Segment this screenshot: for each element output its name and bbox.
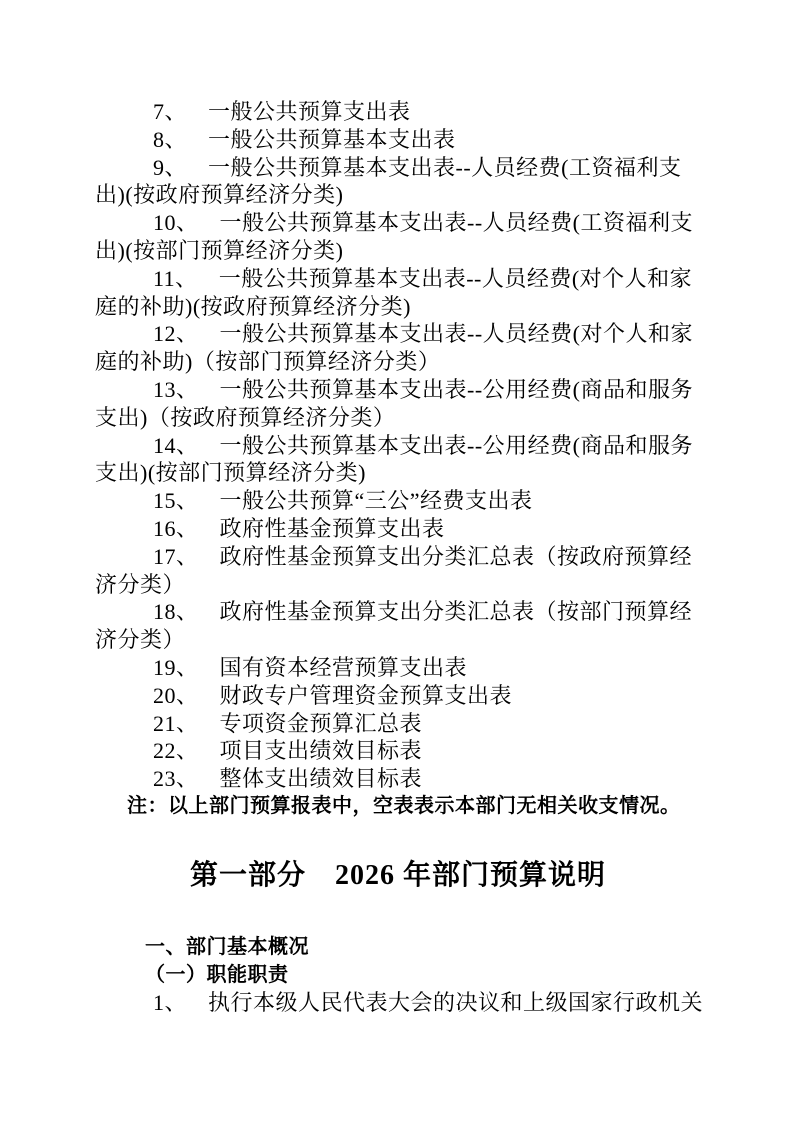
table-list-item-number: 12、 — [153, 321, 199, 347]
table-list-item-text: 一般公共预算“三公”经费支出表 — [219, 488, 533, 514]
table-list-item-line — [95, 515, 701, 543]
subsection-heading: （一）职能职责 — [145, 963, 289, 986]
table-list-item-number: 17、 — [153, 543, 199, 569]
table-list-item-line — [95, 320, 701, 348]
table-list-item-line: 出)(按部门预算经济分类) — [95, 237, 344, 263]
table-list-item-line — [95, 543, 701, 571]
table-list-item-line: 济分类） — [95, 571, 186, 597]
table-list-item-text: 政府性基金预算支出分类汇总表（按政府预算经 — [219, 543, 693, 569]
table-list-item-text: 专项资金预算汇总表 — [219, 710, 423, 736]
table-list-item-line — [95, 265, 701, 293]
table-list-item-number: 13、 — [153, 376, 199, 402]
table-list-item-number: 16、 — [153, 515, 199, 541]
table-list-item-text: 政府性基金预算支出表 — [219, 515, 445, 541]
table-list-item-number: 18、 — [153, 599, 199, 625]
table-list-item-number: 20、 — [153, 682, 199, 708]
duty-paragraph-first-line — [95, 989, 704, 1017]
table-list-note: 注：以上部门预算报表中，空表表示本部门无相关收支情况。 — [127, 794, 681, 817]
table-list-item-text: 国有资本经营预算支出表 — [219, 654, 468, 680]
table-list-item-text: 一般公共预算基本支出表--人员经费(工资福利支 — [208, 154, 682, 180]
table-list-item-number: 21、 — [153, 710, 199, 736]
table-list-item-line — [95, 487, 701, 515]
table-list-item-number: 15、 — [153, 488, 199, 514]
table-list-item-text: 一般公共预算基本支出表--公用经费(商品和服务 — [219, 432, 693, 458]
table-list-item-line: 庭的补助)（按部门预算经济分类） — [95, 349, 441, 375]
table-list-item-line: 庭的补助)(按政府预算经济分类) — [95, 293, 411, 319]
table-list-item-line — [95, 98, 701, 126]
table-list-item-line: 济分类） — [95, 627, 186, 653]
table-list-item-number: 8、 — [153, 126, 188, 152]
table-list-item-text: 财政专户管理资金预算支出表 — [219, 682, 513, 708]
table-list-item-text: 政府性基金预算支出分类汇总表（按部门预算经 — [219, 599, 693, 625]
table-list-item-number: 22、 — [153, 738, 199, 764]
table-list-item-number: 23、 — [153, 766, 199, 792]
table-list-item-line — [95, 598, 701, 626]
table-list-item-number: 14、 — [153, 432, 199, 458]
table-list-item-text: 一般公共预算基本支出表--人员经费(对个人和家 — [219, 321, 693, 347]
table-list-item-line — [95, 654, 701, 682]
table-list-item-line: 出)(按政府预算经济分类) — [95, 182, 344, 208]
table-list-item-number: 9、 — [153, 154, 188, 180]
section-heading: 一、部门基本概况 — [145, 935, 309, 958]
table-list-item-text: 一般公共预算基本支出表--人员经费(工资福利支 — [219, 210, 693, 236]
part-one-title: 第一部分 2026 年部门预算说明 — [189, 859, 606, 891]
table-list-item-line — [95, 154, 701, 182]
table-list-item-number: 19、 — [153, 654, 199, 680]
table-list-item-line — [95, 682, 701, 710]
table-list-item-line: 支出)(按部门预算经济分类) — [95, 460, 366, 486]
page-content — [95, 98, 704, 1017]
table-list-item-text: 一般公共预算基本支出表--人员经费(对个人和家 — [218, 265, 693, 291]
table-list-item-text: 一般公共预算支出表 — [208, 99, 411, 124]
table-list-item-text: 整体支出绩效目标表 — [219, 766, 423, 792]
table-list-item-line — [95, 126, 701, 154]
table-list-item-number: 11、 — [153, 265, 198, 291]
table-list-item-text: 一般公共预算基本支出表--公用经费(商品和服务 — [219, 376, 693, 402]
table-list-item-line — [95, 209, 701, 237]
duty-paragraph-text: 执行本级人民代表大会的决议和上级国家行政机关 — [208, 990, 704, 1016]
table-list-item-number: 10、 — [153, 210, 199, 236]
table-list-item-text: 项目支出绩效目标表 — [219, 738, 423, 764]
table-list-item-line — [95, 432, 701, 460]
table-list-item-line — [95, 710, 701, 738]
table-list-item-line: 支出)（按政府预算经济分类） — [95, 404, 396, 430]
table-list-item-line — [95, 376, 701, 404]
table-list-item-line — [95, 737, 701, 765]
table-list-item-line — [95, 765, 701, 793]
budget-table-list — [95, 98, 701, 793]
table-list-item-text: 一般公共预算基本支出表 — [208, 126, 456, 152]
table-list-item-number: 7、 — [153, 99, 188, 124]
duty-paragraph-number: 1、 — [153, 990, 188, 1016]
section-basic-overview — [95, 934, 704, 1017]
